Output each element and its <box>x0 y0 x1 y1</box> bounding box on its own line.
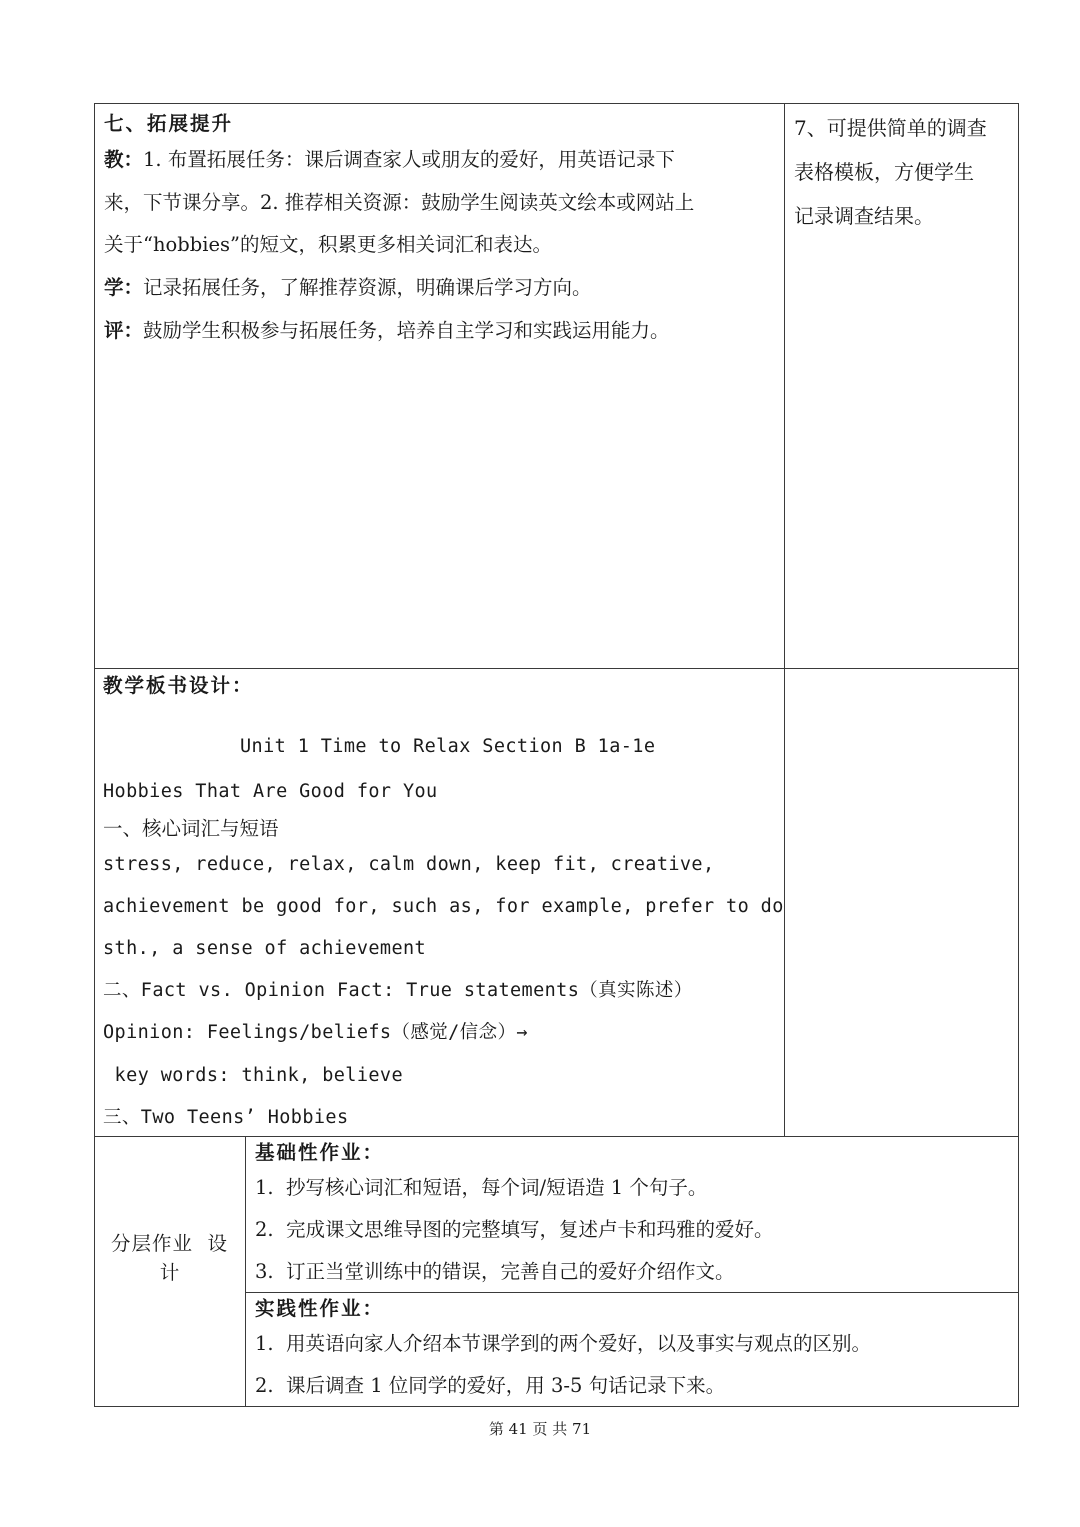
part1-heading: 一、核心词汇与短语 <box>103 817 279 840</box>
note-line-2: 表格模板，方便学生 <box>794 160 974 184</box>
basic-item-3: 3. 订正当堂训练中的错误，完善自己的爱好介绍作文。 <box>255 1260 735 1283</box>
homework-label-divider <box>245 1136 246 1407</box>
practice-item-2: 2. 课后调查 1 位同学的爱好，用 3-5 句话记录下来。 <box>255 1374 726 1397</box>
homework-label <box>94 1229 245 1287</box>
basic-homework <box>255 1138 1010 1297</box>
board-subtitle: Hobbies That Are Good for You <box>103 781 438 802</box>
note-line-3: 记录调查结果。 <box>794 204 934 228</box>
keywords-line: key words: think, believe <box>103 1065 403 1086</box>
practice-item-1: 1. 用英语向家人介绍本节课学到的两个爱好，以及事实与观点的区别。 <box>255 1332 872 1355</box>
opinion-line: Opinion: Feelings/beliefs（感觉/信念）→ <box>103 1022 528 1043</box>
note-line-1: 7、可提供简单的调查 <box>794 116 987 140</box>
blackboard-design <box>103 671 784 1134</box>
teach-line-3: 关于“hobbies”的短文，积累更多相关词汇和表达。 <box>104 233 552 256</box>
basic-heading: 基础性作业： <box>255 1141 385 1164</box>
basic-item-2: 2. 完成课文思维导图的完整填写，复述卢卡和玛雅的爱好。 <box>255 1218 774 1241</box>
section-heading: 七、拓展提升 <box>104 112 234 135</box>
table-border-top <box>94 103 1019 104</box>
teach-label: 教： <box>104 148 144 171</box>
teach-line-2: 来，下节课分享。2. 推荐相关资源：鼓励学生阅读英文绘本或网站上 <box>104 191 695 214</box>
vocab-line-2: achievement be good for, such as, for example, prefer to do <box>103 896 784 917</box>
practice-heading: 实践性作业： <box>255 1297 385 1320</box>
learn-text: 记录拓展任务，了解推荐资源，明确课后学习方向。 <box>143 276 592 299</box>
board-title: Unit 1 Time to Relax Section B 1a-1e <box>240 736 656 757</box>
extension-section <box>104 109 779 356</box>
vocab-line-1: stress, reduce, relax, calm down, keep fit, creative, <box>103 854 715 875</box>
table-border-bottom <box>94 1406 1019 1407</box>
learn-line <box>104 270 779 313</box>
row-divider-1 <box>94 668 1019 669</box>
table-border-left <box>94 103 95 1407</box>
eval-label: 评： <box>104 319 144 342</box>
teaching-note <box>794 113 1012 245</box>
table-border-right <box>1018 103 1019 1407</box>
board-label: 教学板书设计： <box>103 674 254 697</box>
learn-label: 学： <box>104 276 144 299</box>
homework-label-line-2: 计 <box>159 1261 180 1284</box>
lesson-plan-table <box>94 103 1019 1407</box>
eval-text: 鼓励学生积极参与拓展任务，培养自主学习和实践运用能力。 <box>143 319 670 342</box>
eval-line <box>104 313 779 356</box>
teach-line-1 <box>104 142 779 185</box>
basic-item-1: 1. 抄写核心词汇和短语，每个词/短语造 1 个句子。 <box>255 1176 708 1199</box>
two-teens-line: 三、Two Teens’ Hobbies <box>103 1107 349 1128</box>
vocab-line-3: sth., a sense of achievement <box>103 938 427 959</box>
homework-label-line-1: 分层作业 设 <box>111 1232 228 1255</box>
practice-homework <box>255 1294 1010 1403</box>
row-divider-2 <box>94 1136 1019 1137</box>
teach-text: 1. 布置拓展任务：课后调查家人或朋友的爱好，用英语记录下 <box>143 148 675 171</box>
page-number: 第 41 页 共 71 <box>488 1420 592 1438</box>
notes-column-divider <box>784 103 785 1136</box>
fact-opinion-line: 二、Fact vs. Opinion Fact: True statements（真实陈述） <box>103 980 693 1001</box>
